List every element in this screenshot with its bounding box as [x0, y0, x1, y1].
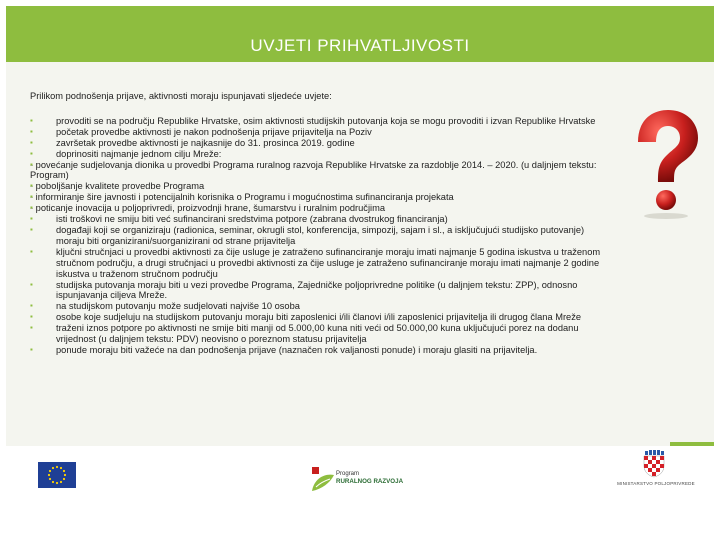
program-line2: RURALNOG RAZVOJA [336, 478, 404, 485]
condition-bullet-item: ▪ traženi iznos potpore po aktivnosti ne smije biti manji od 5.000,00 kuna niti veći od 50.000,00 kuna uključujući porez na dodanu vrijednost (u daljnjem tekstu: PDV) neovisno o poreznom statusu prijavitelja [30, 323, 610, 345]
condition-bullet-item: ▪ provoditi se na području Republike Hrvatske, osim aktivnosti studijskih putovanja koja se mogu provoditi i izvan Republike Hrvatske [30, 116, 610, 127]
program-line1: Program [336, 471, 360, 477]
condition-bullet-item: ▪ ključni stručnjaci u provedbi aktivnosti za čije usluge je zatraženo sufinanciranje moraju imati najmanje 5 godina iskustva u traženom stručnom području, a drugi stručnjaci u provedbi aktivnosti za čije usluge je zatraženo sufinanciranje moraju imati najmanje 2 godine iskustva u traženom stručnom području [30, 247, 610, 280]
slide-title: UVJETI PRIHVATLJIVOSTI [250, 36, 470, 55]
condition-bullet-item: ▪ studijska putovanja moraju biti u vezi provedbe Programa, Zajedničke poljoprivredne politike (u daljnjem tekstu: ZPP), odnosno ispunjavanja ciljeva Mreže. [30, 280, 610, 302]
condition-bullet-item: ▪ događaji koji se organiziraju (radionica, seminar, okrugli stol, konferencija, simpozij, sajam i sl., a isključujući studijsko putovanje) moraju biti organizirani/suorganizirani od strane prijavitelja [30, 225, 610, 247]
content-body [30, 91, 610, 356]
condition-bullet-item: ▪ isti troškovi ne smiju biti već sufinancirani sredstvima potpore (zabrana dvostrukog financiranja) [30, 214, 610, 225]
intro-text: Prilikom podnošenja prijave, aktivnosti moraju ispunjavati sljedeće uvjete: [30, 91, 332, 101]
condition-bullet-item: ▪ osobe koje sudjeluju na studijskom putovanju moraju biti zaposlenici i/ili članovi i/ili zaposlenici prijavitelja ili drugog člana Mreže [30, 312, 610, 323]
ministry-name: MINISTARSTVO POLJOPRIVREDE [617, 481, 695, 486]
title-bar [6, 6, 714, 62]
condition-bullet-item: ▪ doprinositi najmanje jednom cilju Mreže: [30, 149, 610, 160]
condition-dash-item: ▪ - informiranje šire javnosti i potencijalnih korisnika o Programu i mogućnostima sufinanciranja projekata [30, 192, 610, 203]
question-mark-icon [628, 108, 704, 220]
condition-dash-item: ▪ - povećanje sudjelovanja dionika u provedbi Programa ruralnog razvoja Republike Hrvatske za razdoblje 2014. – 2020. (u daljnjem tekstu: Program) [30, 160, 610, 182]
croatian-coat-of-arms-icon [640, 450, 668, 478]
condition-bullet-item: ▪ na studijskom putovanju može sudjelovati najviše 10 osoba [30, 301, 610, 312]
conditions-list [30, 116, 610, 356]
condition-dash-item: ▪ - poboljšanje kvalitete provedbe Programa [30, 181, 610, 192]
program-logo-text [336, 470, 403, 486]
condition-dash-item: ▪ - poticanje inovacija u poljoprivredi, proizvodnji hrane, šumarstvu i ruralnim područjima [30, 203, 610, 214]
condition-bullet-item: ▪ početak provedbe aktivnosti je nakon podnošenja prijave prijavitelja na Poziv [30, 127, 610, 138]
eu-flag-icon [38, 462, 76, 488]
condition-bullet-item: ▪ završetak provedbe aktivnosti je najkasnije do 31. prosinca 2019. godine [30, 138, 610, 149]
condition-bullet-item: ▪ ponude moraju biti važeće na dan podnošenja prijave (naznačen rok valjanosti ponude) i moraju glasiti na prijavitelja. [30, 345, 610, 356]
